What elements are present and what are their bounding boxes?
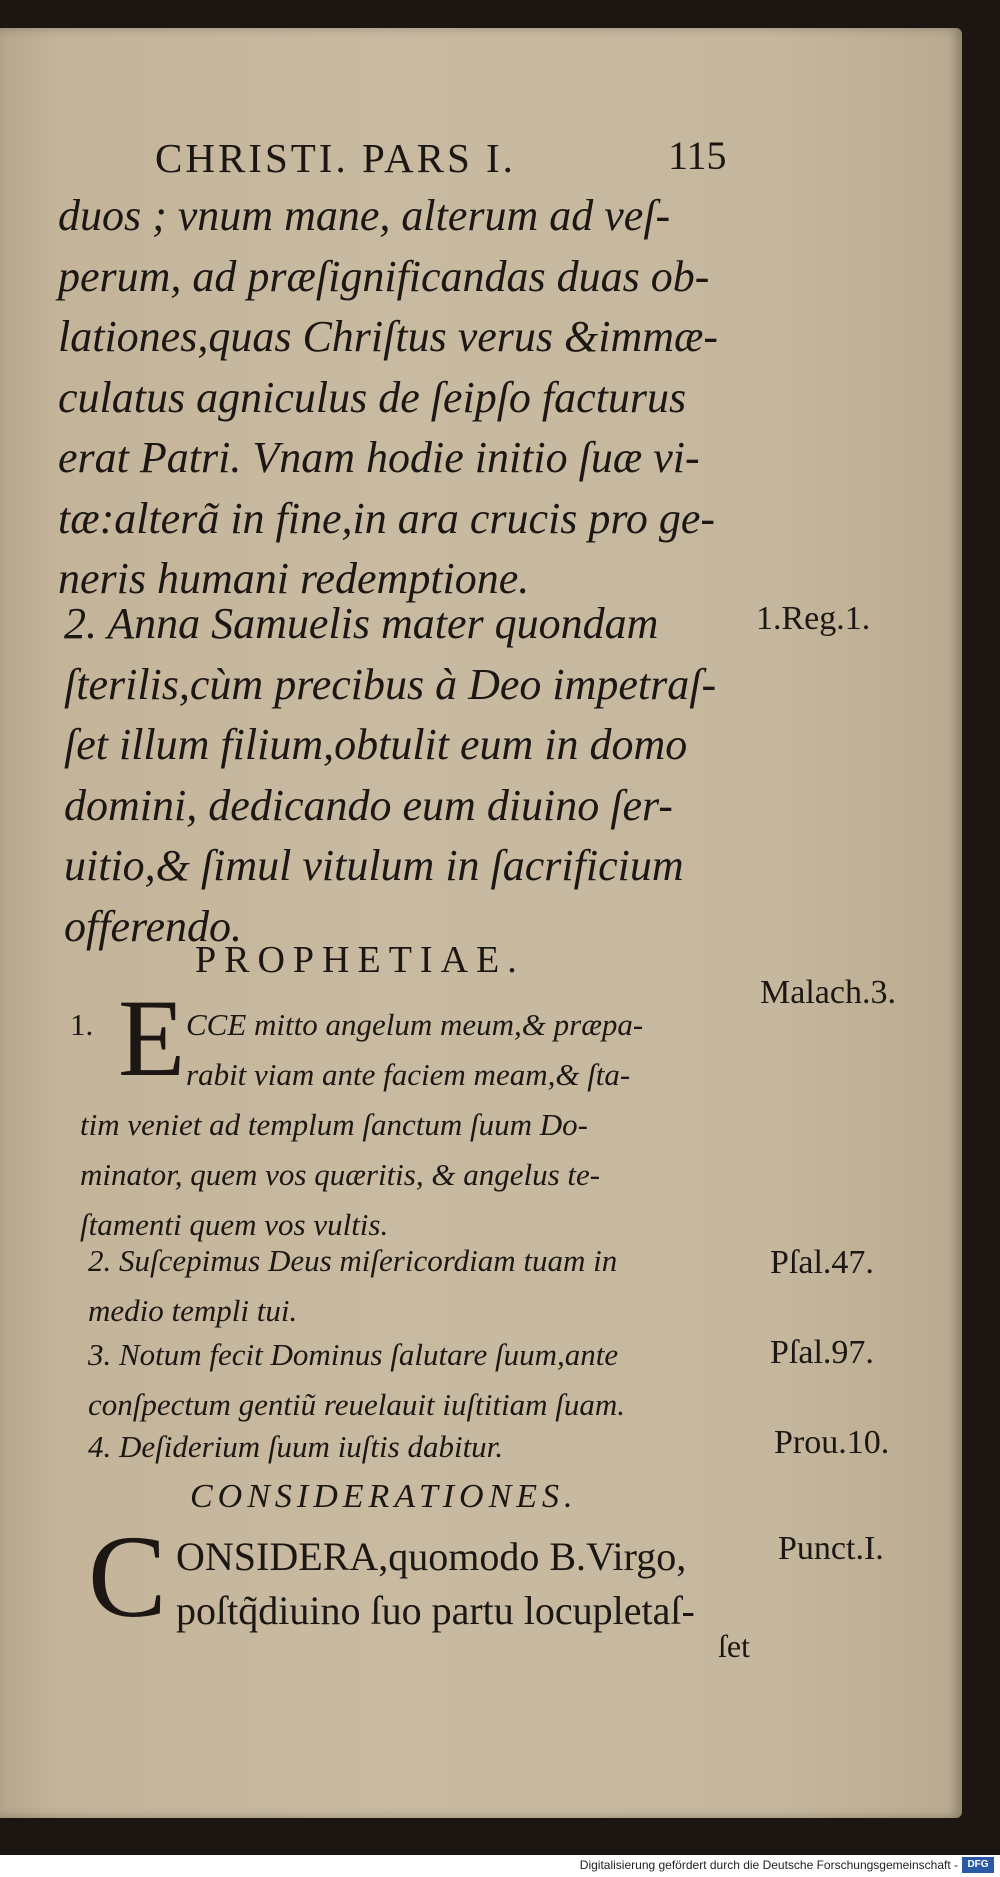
text-line: ONSIDERA,quomodo B.Virgo, bbox=[176, 1534, 687, 1579]
prophetia-1-number bbox=[70, 1000, 111, 1050]
dropcap-c: C bbox=[88, 1511, 167, 1642]
text-line: 2. Suſcepimus Deus miſericordiam tuam in bbox=[88, 1243, 618, 1278]
prophetia-1-head bbox=[186, 1000, 643, 1100]
page-number: 115 bbox=[668, 133, 727, 178]
text-line: 2. Anna Samuelis mater quondam bbox=[64, 599, 659, 648]
prophetia-2 bbox=[88, 1236, 617, 1336]
text-line: CCE mitto angelum meum,& præpa- bbox=[186, 1007, 644, 1042]
prophetia-3 bbox=[88, 1330, 625, 1430]
margin-note-reg: 1.Reg.1. bbox=[756, 600, 871, 637]
margin-note-prou: Prou.10. bbox=[774, 1424, 890, 1461]
text-line: ſtamenti quem vos vultis. bbox=[80, 1207, 389, 1242]
footer-credit: Digitalisierung gefördert durch die Deutsche Forschungsgemeinschaft - bbox=[579, 1858, 958, 1872]
text-line: domini, dedicando eum diuino ſer- bbox=[64, 780, 673, 830]
intro-paragraph bbox=[58, 186, 718, 610]
considerationes-text bbox=[176, 1530, 695, 1638]
text-line: culatus agniculus de ſeipſo facturus bbox=[58, 372, 687, 422]
point-2-paragraph bbox=[64, 594, 716, 957]
text-line: poſtq̃diuino ſuo partu locupletaſ- bbox=[176, 1588, 695, 1633]
prophetia-4 bbox=[88, 1422, 503, 1472]
text-line: perum, ad præſignificandas duas ob- bbox=[58, 251, 710, 301]
text-line: tim veniet ad templum ſanctum ſuum Do- bbox=[80, 1107, 588, 1142]
dropcap-e: E bbox=[118, 977, 186, 1099]
text-line: minator, quem vos quæritis, & angelus te- bbox=[80, 1157, 601, 1192]
text-line: 3. Notum fecit Dominus ſalutare ſuum,ante bbox=[88, 1337, 619, 1372]
text-line: duos ; vnum mane, alterum ad veſ- bbox=[58, 191, 671, 240]
text-line: neris humani redemptione. bbox=[58, 554, 530, 603]
running-head: CHRISTI. PARS I. bbox=[155, 135, 516, 181]
margin-note-punct: Punct.I. bbox=[778, 1530, 884, 1567]
considerationes-heading: CONSIDERATIONES. bbox=[190, 1478, 578, 1515]
text-line: ſterilis,cùm precibus à Deo impetraſ- bbox=[64, 659, 717, 709]
prophetia-1-body bbox=[80, 1100, 600, 1250]
text-line: conſpectum gentiũ reuelauit iuſtitiam ſuam. bbox=[88, 1387, 625, 1422]
text-line: ſet illum filium,obtulit eum in domo bbox=[64, 720, 688, 769]
catchword: ſet bbox=[718, 1628, 750, 1664]
text-line: 4. Deſiderium ſuum iuſtis dabitur. bbox=[88, 1429, 504, 1464]
text-line: offerendo. bbox=[64, 901, 242, 951]
text-line: erat Patri. Vnam hodie initio ſuæ vi- bbox=[58, 433, 700, 482]
text-line: tæ:alterã in fine,in ara crucis pro ge- bbox=[58, 493, 716, 543]
text-line: rabit viam ante faciem meam,& ſta- bbox=[186, 1057, 631, 1092]
text-line: uitio,& ſimul vitulum in ſacrificium bbox=[64, 841, 684, 890]
text-line: medio templi tui. bbox=[88, 1293, 298, 1328]
margin-note-psal-47: Pſal.47. bbox=[770, 1244, 874, 1281]
text-line: lationes,quas Chriſtus verus &immæ- bbox=[58, 312, 719, 361]
dfg-logo-icon: DFG bbox=[962, 1857, 994, 1873]
item-number: 1. bbox=[70, 1007, 94, 1042]
prophetiae-heading: PROPHETIAE. bbox=[195, 939, 525, 981]
margin-note-malach: Malach.3. bbox=[760, 974, 896, 1011]
margin-note-psal-97: Pſal.97. bbox=[770, 1334, 874, 1371]
